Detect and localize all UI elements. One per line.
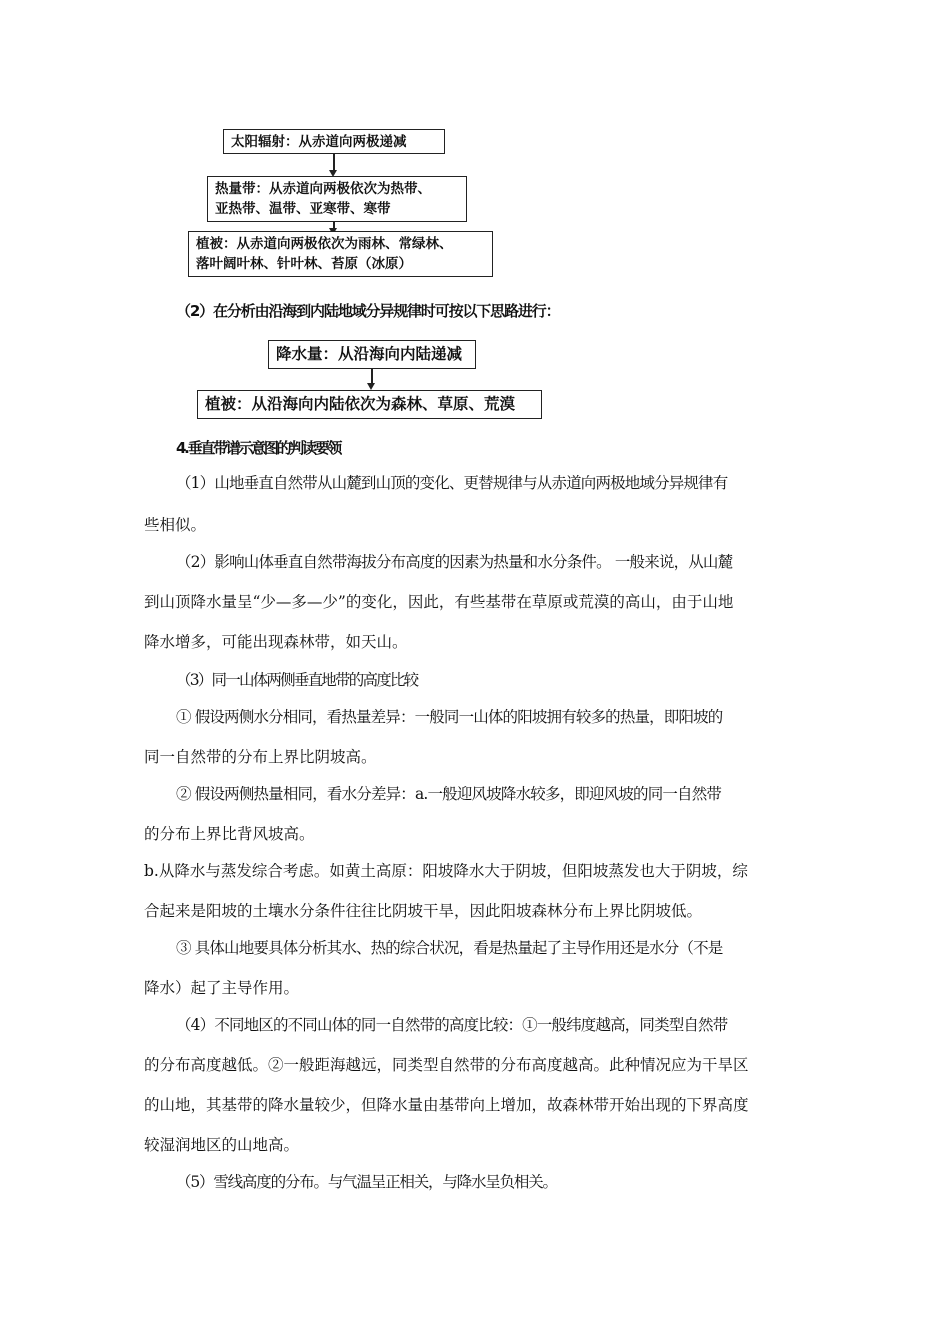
flow1-box-vegetation (188, 231, 493, 277)
s4-p4-line3: 的山地，其基带的降水量较少，但降水量由基带向上增加，故森林带开始出现的下界高度 (144, 1096, 749, 1114)
flow1-box2-line2: 亚热带、温带、亚寒带、寒带 (215, 201, 391, 217)
s4-p2-line1: （2）影响山体垂直自然带海拔分布高度的因素为热量和水分条件。 一般来说，从山麓 (176, 553, 733, 571)
flow1-box3-line2: 落叶阔叶林、针叶林、苔原（冰原） (196, 256, 412, 272)
s4-p4-line2: 的分布高度越低。②一般距海越远，同类型自然带的分布高度越高。此种情况应为干旱区 (144, 1056, 749, 1074)
flow2-box1-text: 降水量：从沿海向内陆递减 (276, 345, 463, 363)
s4-p2-line2: 到山顶降水量呈“少—多—少”的变化，因此，有些基带在草原或荒漠的高山，由于山地 (144, 593, 734, 611)
s4-p4-line4: 较湿润地区的山地高。 (144, 1136, 300, 1154)
s4-p2-line3: 降水增多，可能出现森林带，如天山。 (144, 633, 408, 651)
s4-p3: （3）同一山体两侧垂直地带的高度比较 (176, 671, 418, 689)
s4-p3c-line2: 合起来是阳坡的土壤水分条件往往比阴坡干旱，因此阳坡森林分布上界比阴坡低。 (144, 902, 703, 920)
flow1-box-heat-zones (207, 176, 467, 222)
flow1-box-solar-radiation (223, 129, 445, 154)
flow2-box-vegetation (197, 390, 542, 419)
s4-p3d-line2: 降水）起了主导作用。 (144, 979, 300, 997)
s4-p3c-line1: b.从降水与蒸发综合考虑。如黄土高原：阳坡降水大于阴坡，但阳坡蒸发也大于阴坡，综 (144, 862, 748, 880)
s4-p5: （5）雪线高度的分布。与气温呈正相关，与降水呈负相关。 (176, 1173, 557, 1191)
s4-p3d-line1: ③ 具体山地要具体分析其水、热的综合状况，看是热量起了主导作用还是水分（不是 (176, 939, 723, 957)
s4-p3a-line2: 同一自然带的分布上界比阴坡高。 (144, 748, 377, 766)
section-4-heading: 4.垂直带谱示意图的判读要领 (176, 439, 341, 457)
para-2-heading: （2）在分析由沿海到内陆地域分异规律时可按以下思路进行： (176, 302, 560, 320)
flow1-box1-text: 太阳辐射：从赤道向两极递减 (231, 134, 407, 150)
s4-p4-line1: （4）不同地区的不同山体的同一自然带的高度比较：①一般纬度越高，同类型自然带 (176, 1016, 728, 1034)
flow1-box2-line1: 热量带：从赤道向两极依次为热带、 (215, 181, 431, 197)
flow2-box2-text: 植被：从沿海向内陆依次为森林、草原、荒漠 (205, 395, 516, 413)
flow1-box3-line1: 植被：从赤道向两极依次为雨林、常绿林、 (196, 236, 453, 252)
s4-p3b-line2: 的分布上界比背风坡高。 (144, 825, 315, 843)
s4-p1-line1: （1）山地垂直自然带从山麓到山顶的变化、更替规律与从赤道向两极地域分异规律有 (176, 474, 728, 492)
s4-p3b-line1: ② 假设两侧热量相同，看水分差异：a.一般迎风坡降水较多，即迎风坡的同一自然带 (176, 785, 722, 803)
s4-p1-line2: 些相似。 (144, 516, 207, 534)
flow2-box-precipitation (268, 340, 476, 369)
s4-p3a-line1: ① 假设两侧水分相同，看热量差异：一般同一山体的阳坡拥有较多的热量，即阳坡的 (176, 708, 723, 726)
